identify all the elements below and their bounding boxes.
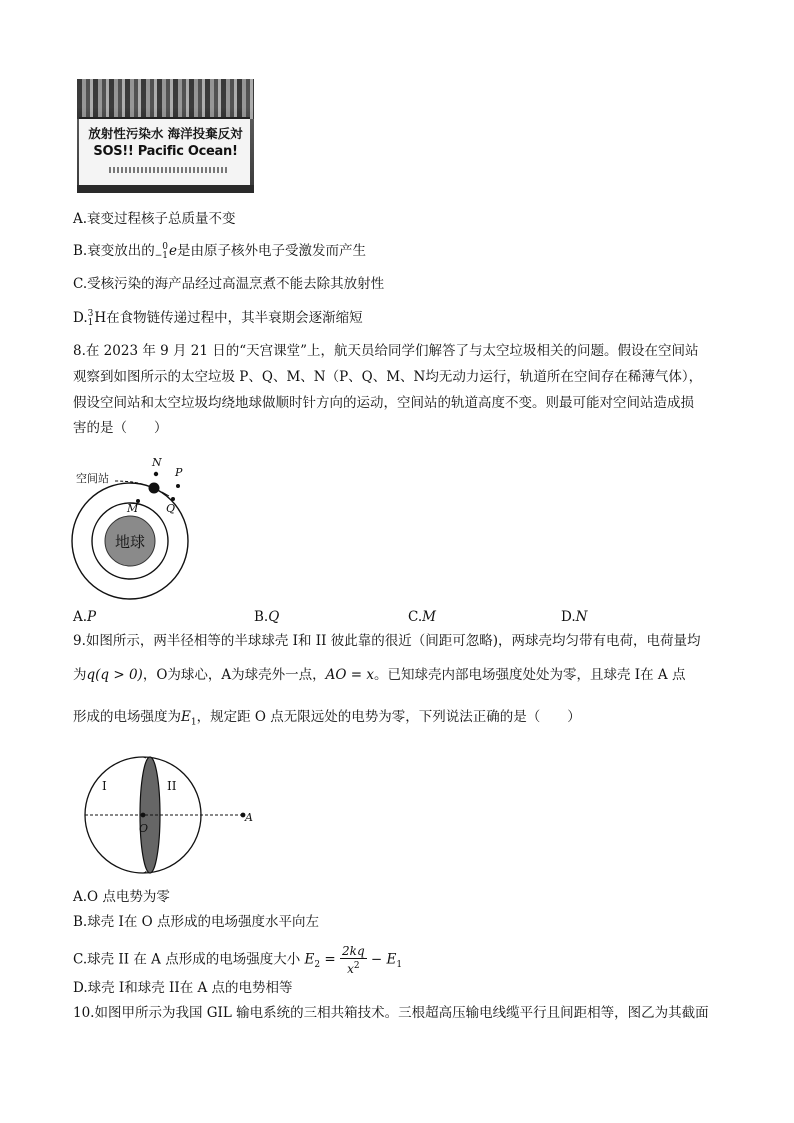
q8-stem-line1: 8.在 2023 年 9 月 21 日的“天宫课堂”上，航天员给同学们解答了与太空垃圾相关的问题。假设在空间站 xyxy=(73,343,699,359)
q9-e2-subscript: 2 xyxy=(314,960,321,971)
debris-q-label: Q xyxy=(166,502,176,515)
station-label: 空间站 xyxy=(76,472,109,485)
q9-line2-b: ，O为球心，A为球壳外一点， xyxy=(142,667,326,683)
nuclide-mass-number: 0 xyxy=(162,241,168,252)
q9-option-a: A.O 点电势为零 xyxy=(73,889,170,905)
debris-p-dot xyxy=(176,484,180,488)
crowd-image xyxy=(77,79,254,119)
q9-fraction-denominator: x xyxy=(347,962,354,976)
q9-e1-subscript: 1 xyxy=(190,717,197,728)
space-station-dot xyxy=(149,483,160,494)
q8-option-b-var: Q xyxy=(268,609,280,625)
q9-distance-eq: AO = x xyxy=(325,667,374,683)
q9-charge-q: q xyxy=(86,667,96,683)
q9-option-d: D.球壳 I和球壳 II在 A 点的电势相等 xyxy=(73,980,293,996)
q8-option-a xyxy=(73,609,96,625)
q9-line3-a: 形成的电场强度为 xyxy=(73,709,181,725)
q9-hemisphere-figure xyxy=(80,755,265,875)
q8-orbit-figure xyxy=(70,455,250,605)
q8-option-b xyxy=(254,609,279,625)
q8-option-d-prefix: D. xyxy=(561,609,576,625)
q9-option-c-pre: C.球壳 II 在 A 点形成的电场强度大小 xyxy=(73,951,301,968)
point-a-label: A xyxy=(245,811,253,824)
q9-option-c-tail: − E xyxy=(370,951,397,968)
q7-option-b-pre: B.衰变放出的 xyxy=(73,243,155,259)
q8-stem-line4: 害的是（ ） xyxy=(73,420,168,436)
center-o-dot xyxy=(141,813,146,818)
earth-label: 地球 xyxy=(114,533,146,551)
sign-text-line1: 放射性污染水 海洋投棄反対 xyxy=(88,126,243,141)
q9-fraction-denominator-exp: 2 xyxy=(353,961,360,971)
q9-e1-symbol: E xyxy=(181,709,191,725)
q9-line2-c: 。已知球壳内部电场强度处处为零，且球壳 I在 A 点 xyxy=(373,667,686,683)
q7-option-d-pre: D. xyxy=(73,310,88,326)
q8-option-c-prefix: C. xyxy=(408,609,423,625)
q9-charge-condition: (q > 0) xyxy=(95,667,143,683)
q8-option-a-prefix: A. xyxy=(73,609,88,625)
protest-sign xyxy=(79,117,250,189)
debris-p-label: P xyxy=(175,466,183,479)
nuclide-charge-number: −1 xyxy=(154,250,168,261)
q9-stem-line2 xyxy=(73,665,685,685)
q9-fraction-numerator: 2kq xyxy=(342,944,365,958)
q9-line3-b: ，规定距 O 点无限远处的电势为零，下列说法正确的是（ ） xyxy=(196,709,581,725)
q9-line2-a: 为 xyxy=(73,667,87,683)
q7-option-a: A.衰变过程核子总质量不变 xyxy=(73,211,236,227)
q7-option-b-post: 是由原子核外电子受激发而产生 xyxy=(177,243,366,259)
sign-fine-print xyxy=(109,167,229,173)
q8-option-d-var: N xyxy=(575,609,588,625)
q9-stem-line1: 9.如图所示，两半径相等的半球球壳 I和 II 彼此靠的很近（间距可忽略)，两球壳均匀带有电荷，电荷量均 xyxy=(73,633,701,649)
shell-ii-label: II xyxy=(167,779,177,793)
q8-stem-line3: 假设空间站和太空垃圾均绕地球做顺时针方向的运动，空间站的轨道高度不变。则最可能对空间站造成损 xyxy=(73,395,694,411)
q8-option-b-prefix: B. xyxy=(254,609,269,625)
q8-option-c-var: M xyxy=(422,609,436,625)
q8-option-a-var: P xyxy=(87,609,97,625)
debris-n-label: N xyxy=(152,456,162,469)
tritium-symbol: H xyxy=(94,310,107,326)
q9-option-c: C.球壳 II 在 A 点形成的电场强度大小 $E_2$ = $\frac{2kq}{x^2}$ − $E_1$ xyxy=(73,944,403,976)
q7-option-c: C.受核污染的海产品经过高温烹煮不能去除其放射性 xyxy=(73,276,385,292)
q9-option-b: B.球壳 I在 O 点形成的电场强度水平向左 xyxy=(73,914,319,930)
center-o-label: O xyxy=(139,822,149,835)
q10-stem-line1: 10.如图甲所示为我国 GIL 输电系统的三相共箱技术。三根超高压输电线缆平行且间距相等，图乙为其截面 xyxy=(73,1005,709,1021)
photo-bottom-strip xyxy=(77,185,254,193)
q8-stem-line2: 观察到如图所示的太空垃圾 P、Q、M、N（P、Q、M、N均无动力运行，轨道所在空间存在稀薄气体）， xyxy=(73,369,703,385)
q7-option-b xyxy=(73,241,366,261)
q9-stem-line3 xyxy=(73,707,581,733)
q7-option-d xyxy=(73,308,363,328)
q8-option-c xyxy=(408,609,436,625)
q9-fraction xyxy=(340,944,367,976)
debris-n-dot xyxy=(154,472,158,476)
debris-m-label: M xyxy=(127,502,139,515)
q8-option-d xyxy=(561,609,587,625)
debris-q-dot xyxy=(171,497,175,501)
tritium-mass-number: 3 xyxy=(87,308,94,319)
protest-photo xyxy=(77,79,254,193)
q9-e2-symbol: E xyxy=(304,951,315,968)
q7-option-d-post: 在食物链传递过程中，其半衰期会逐渐缩短 xyxy=(106,310,363,326)
electron-symbol: e xyxy=(169,243,177,259)
q9-option-c-tail-sub: 1 xyxy=(396,960,403,971)
shell-i-label: I xyxy=(102,779,107,793)
tritium-charge-number: 1 xyxy=(87,317,94,328)
sign-text-line2: SOS!! Pacific Ocean! xyxy=(93,144,238,159)
